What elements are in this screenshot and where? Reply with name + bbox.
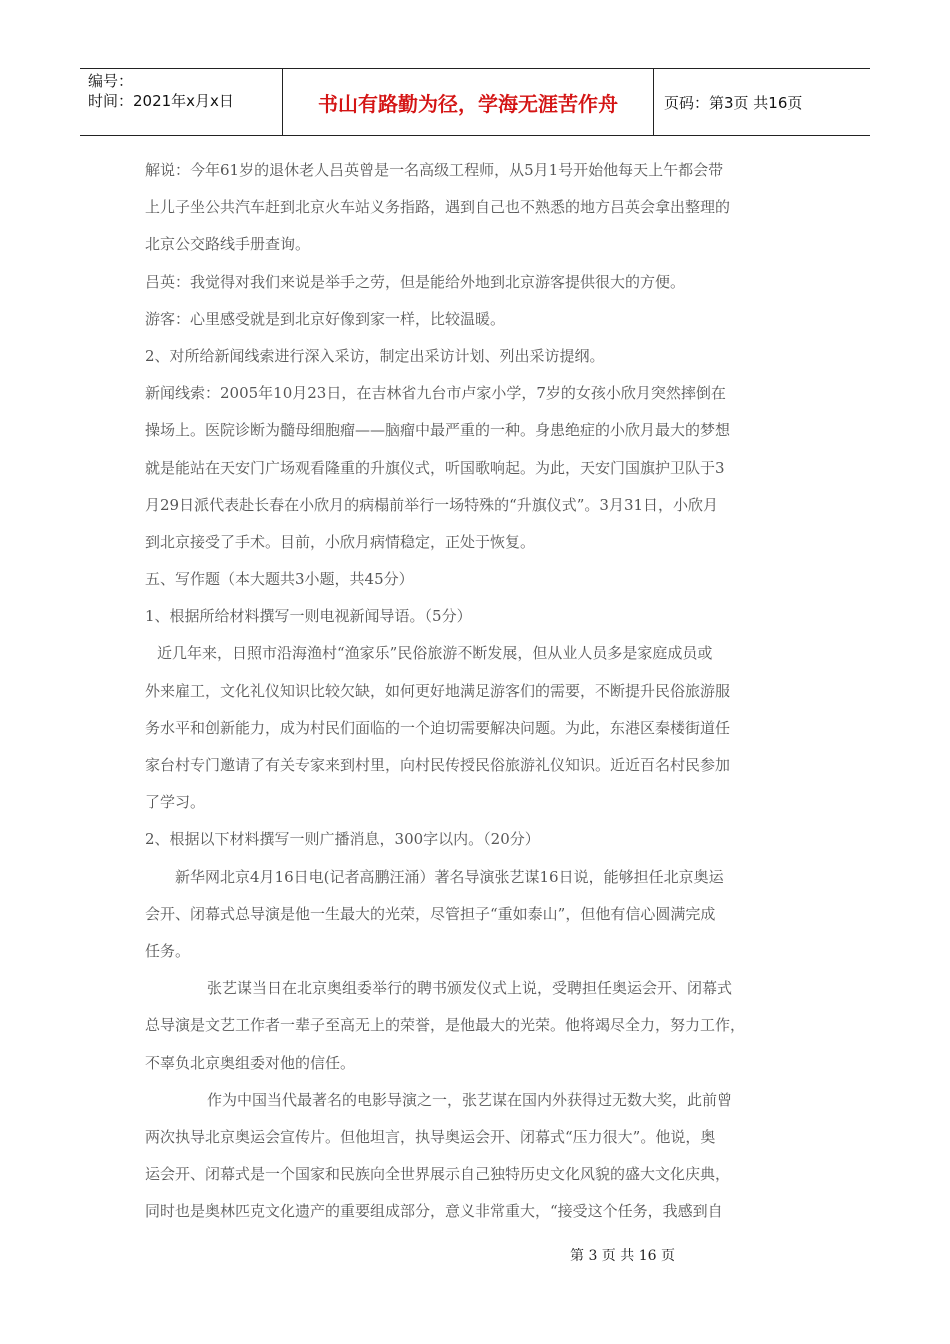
body-line: 解说：今年61岁的退休老人吕英曾是一名高级工程师，从5月1号开始他每天上午都会带 bbox=[145, 161, 724, 179]
body-line: 游客：心里感受就是到北京好像到家一样，比较温暖。 bbox=[145, 309, 506, 328]
body-line: 吕英：我觉得对我们来说是举手之劳，但是能给外地到北京游客提供很大的方便。 bbox=[145, 272, 686, 291]
body-line: 月29日派代表赴长春在小欣月的病榻前举行一场特殊的“升旗仪式”。3月31日，小欣月 bbox=[145, 495, 719, 514]
body-line: 不辜负北京奥组委对他的信任。 bbox=[145, 1053, 356, 1072]
document-header bbox=[80, 68, 870, 136]
body-line: 外来雇工，文化礼仪知识比较欠缺，如何更好地满足游客们的需要，不断提升民俗旅游服 bbox=[145, 681, 731, 700]
time-label: 时间：2021年x月x日 bbox=[88, 92, 234, 110]
header-meta bbox=[80, 69, 282, 135]
body-line: 运会开、闭幕式是一个国家和民族向全世界展示自己独特历史文化风貌的盛大文化庆典， bbox=[145, 1165, 731, 1184]
body-line: 近几年来，日照市沿海渔村“渔家乐”民俗旅游不断发展，但从业人员多是家庭成员或 bbox=[157, 644, 713, 663]
body-line: 新闻线索：2005年10月23日，在吉林省九台市卢家小学，7岁的女孩小欣月突然摔倒在 bbox=[145, 384, 726, 403]
body-line: 了学习。 bbox=[145, 793, 206, 812]
body-line: 作为中国当代最著名的电影导演之一，张艺谋在国内外获得过无数大奖，此前曾 bbox=[207, 1090, 733, 1109]
motto-banner: 书山有路勤为径，学海无涯苦作舟 bbox=[282, 69, 654, 135]
body-line: 同时也是奥林匹克文化遗产的重要组成部分，意义非常重大，“接受这个任务，我感到自 bbox=[145, 1202, 723, 1221]
body-line: 总导演是文艺工作者一辈子至高无上的荣誉，是他最大的光荣。他将竭尽全力，努力工作， bbox=[145, 1016, 746, 1035]
body-line: 北京公交路线手册查询。 bbox=[145, 235, 311, 254]
page-footer: 第 3 页 共 16 页 bbox=[570, 1248, 675, 1264]
body-line: 两次执导北京奥运会宣传片。但他坦言，执导奥运会开、闭幕式“压力很大”。他说，奥 bbox=[145, 1127, 716, 1146]
document-body bbox=[145, 152, 810, 1230]
body-line: 操场上。医院诊断为髓母细胞瘤——脑瘤中最严重的一种。身患绝症的小欣月最大的梦想 bbox=[145, 421, 731, 440]
body-line: 会开、闭幕式总导演是他一生最大的光荣，尽管担子“重如泰山”，但他有信心圆满完成 bbox=[145, 904, 716, 923]
body-line: 家台村专门邀请了有关专家来到村里，向村民传授民俗旅游礼仪知识。近近百名村民参加 bbox=[145, 756, 731, 774]
body-line: 任务。 bbox=[145, 941, 191, 960]
number-label: 编号： bbox=[88, 72, 134, 90]
section-heading: 五、写作题（本大题共3小题，共45分） bbox=[145, 570, 414, 589]
page-info: 页码：第3页 共16页 bbox=[664, 93, 803, 112]
body-line: 就是能站在天安门广场观看隆重的升旗仪式，听国歌响起。为此，天安门国旗护卫队于3 bbox=[145, 458, 725, 477]
body-line: 上儿子坐公共汽车赶到北京火车站义务指路，遇到自己也不熟悉的地方吕英会拿出整理的 bbox=[145, 198, 731, 217]
body-line: 到北京接受了手术。目前，小欣月病情稳定，正处于恢复。 bbox=[145, 532, 536, 551]
body-line: 张艺谋当日在北京奥组委举行的聘书颁发仪式上说，受聘担任奥运会开、闭幕式 bbox=[207, 979, 733, 998]
body-line: 2、对所给新闻线索进行深入采访，制定出采访计划、列出采访提纲。 bbox=[145, 346, 605, 365]
body-line: 务水平和创新能力，成为村民们面临的一个迫切需要解决问题。为此，东港区秦楼街道任 bbox=[145, 718, 731, 737]
body-line: 新华网北京4月16日电(记者高鹏汪涌）著名导演张艺谋16日说，能够担任北京奥运 bbox=[175, 867, 724, 886]
question-line: 2、根据以下材料撰写一则广播消息，300字以内。（20分） bbox=[145, 830, 540, 849]
question-line: 1、根据所给材料撰写一则电视新闻导语。（5分） bbox=[145, 607, 472, 626]
